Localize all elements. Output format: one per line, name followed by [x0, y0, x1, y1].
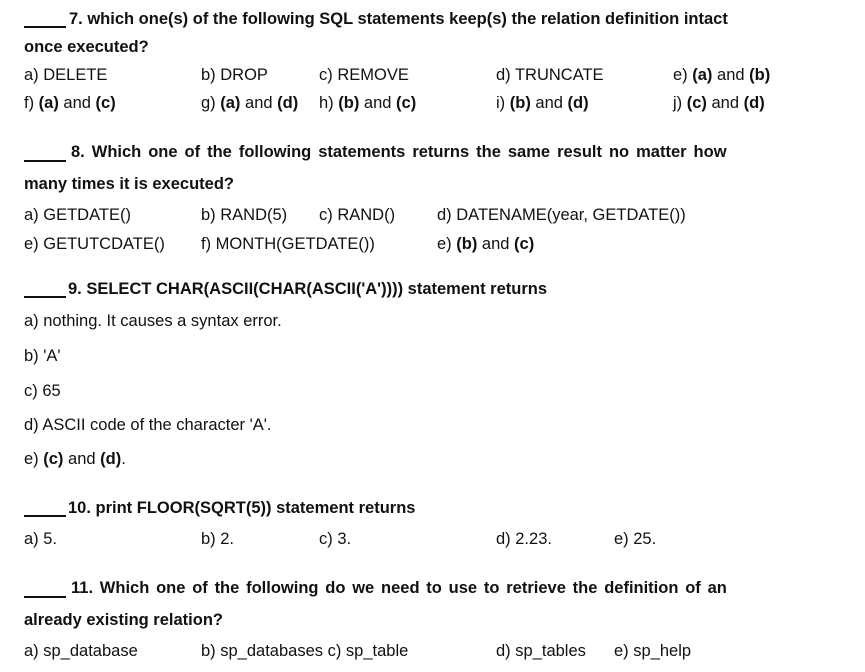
question-8-stem-line2: many times it is executed?: [24, 175, 234, 193]
answer-blank-q11[interactable]: [24, 596, 66, 598]
q7-option-i: i) (b) and (d): [496, 94, 589, 112]
q11-option-a: a) sp_database: [24, 642, 138, 660]
q8-option-g: e) (b) and (c): [437, 235, 535, 253]
question-11-stem-line1: 11. Which one of the following do we need to use to retrieve the definition of an: [71, 579, 727, 597]
answer-blank-q10[interactable]: [24, 515, 66, 517]
question-9-stem-line1: 9. SELECT CHAR(ASCII(CHAR(ASCII('A')))) statement returns: [68, 280, 548, 298]
q9-option-b: b) 'A': [24, 347, 61, 365]
q7-option-b: b) DROP: [201, 66, 268, 84]
q7-option-e: e) (a) and (b): [673, 66, 771, 84]
q8-option-b: b) RAND(5): [201, 206, 288, 224]
q7-option-h: h) (b) and (c): [319, 94, 417, 112]
question-7-stem-line1: 7. which one(s) of the following SQL statements keep(s) the relation definition intact: [69, 10, 728, 28]
answer-blank-q7[interactable]: [24, 26, 66, 28]
q8-option-c: c) RAND(): [319, 206, 396, 224]
q9-option-c: c) 65: [24, 382, 61, 400]
q8-option-f: f) MONTH(GETDATE()): [201, 235, 375, 253]
answer-blank-q9[interactable]: [24, 296, 66, 298]
answer-blank-q8[interactable]: [24, 160, 66, 162]
q10-option-d: d) 2.23.: [496, 530, 552, 548]
q7-option-d: d) TRUNCATE: [496, 66, 604, 84]
q8-option-d: d) DATENAME(year, GETDATE()): [437, 206, 686, 224]
q7-option-c: c) REMOVE: [319, 66, 409, 84]
q10-option-c: c) 3.: [319, 530, 352, 548]
q10-option-a: a) 5.: [24, 530, 58, 548]
question-11-stem-line2: already existing relation?: [24, 611, 223, 629]
q8-option-a: a) GETDATE(): [24, 206, 131, 224]
q11-option-d: d) sp_tables: [496, 642, 586, 660]
q7-option-g: g) (a) and (d): [201, 94, 299, 112]
q9-option-e: e) (c) and (d).: [24, 450, 126, 468]
question-10-stem-line1: 10. print FLOOR(SQRT(5)) statement returns: [68, 499, 416, 517]
q10-option-b: b) 2.: [201, 530, 235, 548]
q9-option-a: a) nothing. It causes a syntax error.: [24, 312, 282, 330]
q7-option-f: f) (a) and (c): [24, 94, 116, 112]
q7-option-a: a) DELETE: [24, 66, 108, 84]
q7-option-j: j) (c) and (d): [673, 94, 765, 112]
q11-option-e: e) sp_help: [614, 642, 692, 660]
q11-option-b: b) sp_databases c) sp_table: [201, 642, 409, 660]
q10-option-e: e) 25.: [614, 530, 657, 548]
q9-option-d: d) ASCII code of the character 'A'.: [24, 416, 272, 434]
q8-option-e: e) GETUTCDATE(): [24, 235, 165, 253]
question-8-stem-line1: 8. Which one of the following statements returns the same result no matter how: [71, 143, 727, 161]
question-7-stem-line2: once executed?: [24, 38, 149, 56]
